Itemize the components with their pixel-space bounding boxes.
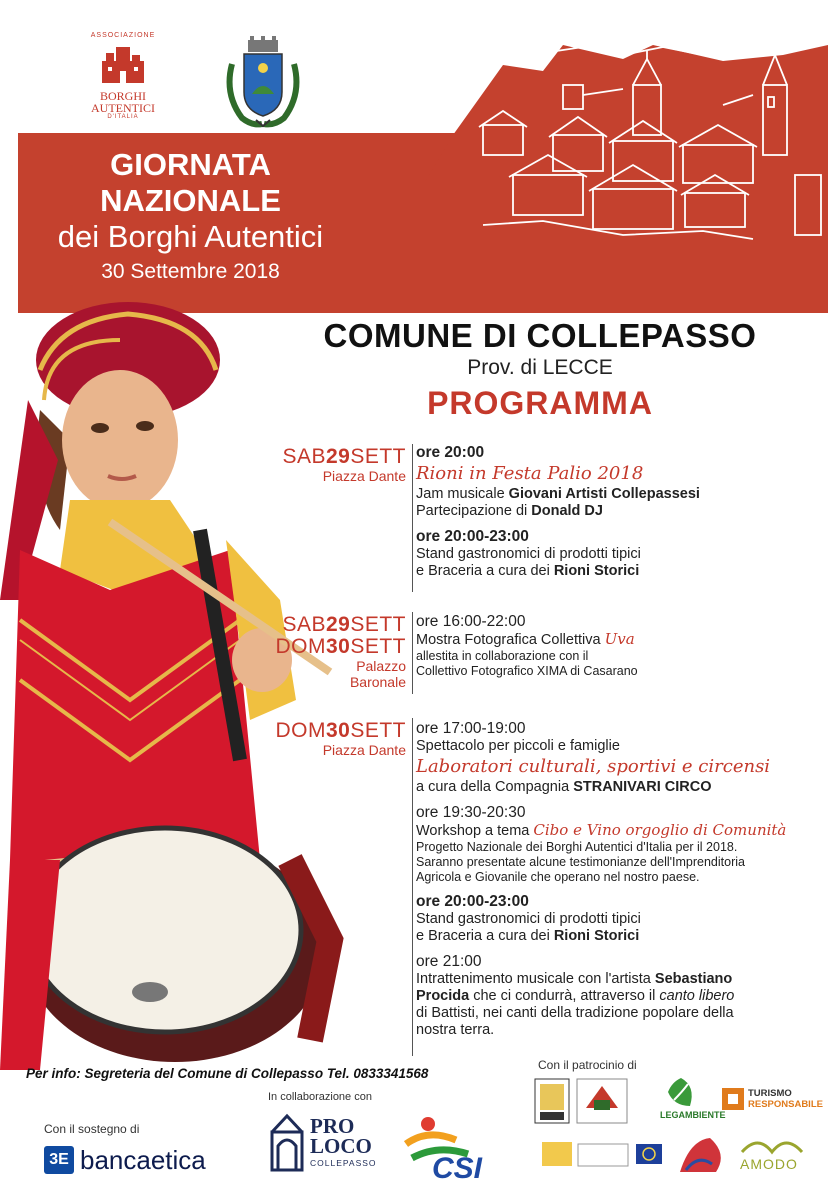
arch-icon bbox=[270, 1112, 304, 1172]
event-line: Saranno presentate alcune testimonianze dell'Imprenditoria bbox=[416, 855, 745, 869]
event-line: Intrattenimento musicale con l'artista Sebastiano bbox=[416, 971, 733, 987]
legambiente-logo-icon bbox=[664, 1076, 698, 1110]
partner-logos-row-icon bbox=[540, 1134, 730, 1178]
day-number: 30 bbox=[325, 635, 351, 658]
event-line: di Battisti, nei canti della tradizione popolare della bbox=[416, 1005, 734, 1021]
event-time: ore 20:00-23:00 bbox=[416, 528, 529, 545]
divider-line-2 bbox=[412, 612, 413, 694]
amodo-text: AMODO bbox=[740, 1156, 798, 1172]
castle-icon bbox=[98, 41, 148, 85]
events-sab29 bbox=[416, 443, 826, 580]
borghi-autentici-logo bbox=[78, 32, 168, 120]
day-prefix: DOM bbox=[275, 635, 326, 658]
event-time: ore 17:00-19:00 bbox=[416, 720, 526, 737]
borghi-rete-logo-icon bbox=[576, 1078, 628, 1124]
event-line: Partecipazione di Donald DJ bbox=[416, 503, 603, 519]
program-header bbox=[270, 316, 810, 426]
day-place: Palazzo bbox=[356, 658, 406, 674]
day-prefix: DOM bbox=[275, 719, 326, 742]
sostegno-label: Con il sostegno di bbox=[44, 1122, 140, 1136]
day-label-sab29-dom30 bbox=[236, 614, 406, 690]
event-line: Procida che ci condurrà, attraverso il canto libero bbox=[416, 988, 735, 1004]
turismo-text: TURISMO RESPONSABILE bbox=[748, 1088, 823, 1110]
event-title-laboratori: Laboratori culturali, sportivi e circensi bbox=[416, 756, 771, 777]
day-month: SETT bbox=[350, 613, 406, 636]
day-month: SETT bbox=[350, 445, 406, 468]
event-time: ore 19:30-20:30 bbox=[416, 804, 526, 821]
legambiente-text: LEGAMBIENTE bbox=[660, 1110, 726, 1120]
borghi-logo-sub: D'ITALIA bbox=[107, 114, 139, 120]
turismo-logo-icon bbox=[720, 1084, 746, 1114]
event-line: Stand gastronomici di prodotti tipici bbox=[416, 546, 641, 562]
borghi-logo-assoc: ASSOCIAZIONE bbox=[90, 32, 156, 39]
banner-title bbox=[18, 147, 363, 287]
proloco-text1: PRO bbox=[310, 1114, 355, 1138]
event-time: ore 16:00-22:00 bbox=[416, 613, 526, 630]
anci-logo-icon bbox=[534, 1078, 570, 1124]
proloco-text3: COLLEPASSO bbox=[310, 1158, 377, 1168]
event-line: Collettivo Fotografico XIMA di Casarano bbox=[416, 664, 638, 678]
day-place: Piazza Dante bbox=[322, 742, 406, 758]
bancaetica-text: bancaetica bbox=[80, 1145, 206, 1175]
day-place: Piazza Dante bbox=[322, 468, 406, 484]
patrocinio-label: Con il patrocinio di bbox=[538, 1058, 637, 1072]
event-line: Spettacolo per piccoli e famiglie bbox=[416, 738, 620, 754]
banner-date: 30 Settembre 2018 bbox=[101, 260, 280, 283]
patrocinio-logos bbox=[530, 1074, 830, 1194]
proloco-logo bbox=[270, 1112, 395, 1174]
event-line: allestita in collaborazione con il bbox=[416, 649, 589, 663]
divider-line-1 bbox=[412, 444, 413, 592]
event-line: a cura della Compagnia STRANIVARI CIRCO bbox=[416, 779, 712, 795]
day-number: 30 bbox=[325, 719, 351, 742]
banner-line3: dei Borghi Autentici bbox=[57, 219, 324, 254]
village-illustration bbox=[423, 25, 828, 313]
borghi-logo-name2: AUTENTICI bbox=[91, 101, 155, 115]
event-line: e Braceria a cura dei Rioni Storici bbox=[416, 928, 640, 944]
programma-title: PROGRAMMA bbox=[427, 385, 653, 421]
day-month: SETT bbox=[350, 719, 406, 742]
bancaetica-logo bbox=[44, 1142, 244, 1180]
event-time: ore 21:00 bbox=[416, 953, 482, 970]
event-line: e Braceria a cura dei Rioni Storici bbox=[416, 563, 640, 579]
divider-line-3 bbox=[412, 718, 413, 1056]
comune-title: COMUNE DI COLLEPASSO bbox=[323, 317, 757, 354]
events-mostra bbox=[416, 612, 826, 679]
svg-text:CSI: CSI bbox=[432, 1152, 483, 1180]
event-line: Agricola e Giovanile che operano nel nostro paese. bbox=[416, 870, 700, 884]
event-time: ore 20:00 bbox=[416, 444, 485, 461]
bancaetica-mark-icon: 3E bbox=[44, 1146, 74, 1174]
event-line: Jam musicale Giovani Artisti Collepassesi bbox=[416, 486, 700, 502]
event-line: nostra terra. bbox=[416, 1022, 495, 1038]
collaborazione-label: In collaborazione con bbox=[268, 1091, 372, 1103]
events-dom30 bbox=[416, 719, 826, 1039]
day-month: SETT bbox=[350, 635, 406, 658]
info-contact: Per info: Segreteria del Comune di Collepasso Tel. 0833341568 bbox=[26, 1066, 429, 1081]
province-label: Prov. di LECCE bbox=[467, 356, 613, 379]
banner-line2: NAZIONALE bbox=[100, 183, 281, 218]
event-line: Mostra Fotografica Collettiva Uva bbox=[416, 630, 635, 648]
day-label-sab29 bbox=[236, 446, 406, 484]
proloco-text2: LOCO bbox=[310, 1134, 372, 1158]
day-number: 29 bbox=[325, 613, 351, 636]
borghi-logo-name1: BORGHI bbox=[99, 89, 146, 103]
day-prefix: SAB bbox=[282, 445, 326, 468]
day-place: Baronale bbox=[349, 674, 406, 690]
title-banner bbox=[18, 133, 828, 313]
csi-logo-icon bbox=[398, 1114, 493, 1180]
event-line: Stand gastronomici di prodotti tipici bbox=[416, 911, 641, 927]
day-prefix: SAB bbox=[282, 613, 326, 636]
comune-crest-icon bbox=[222, 34, 304, 130]
event-time: ore 20:00-23:00 bbox=[416, 893, 529, 910]
event-title-rioni: Rioni in Festa Palio 2018 bbox=[416, 463, 644, 484]
event-line: Workshop a tema Cibo e Vino orgoglio di Comunità bbox=[416, 821, 787, 839]
event-line: Progetto Nazionale dei Borghi Autentici d'Italia per il 2018. bbox=[416, 840, 738, 854]
amodo-logo-icon bbox=[738, 1132, 808, 1158]
banner-line1: GIORNATA bbox=[110, 147, 271, 182]
day-number: 29 bbox=[325, 445, 351, 468]
day-label-dom30 bbox=[236, 720, 406, 758]
